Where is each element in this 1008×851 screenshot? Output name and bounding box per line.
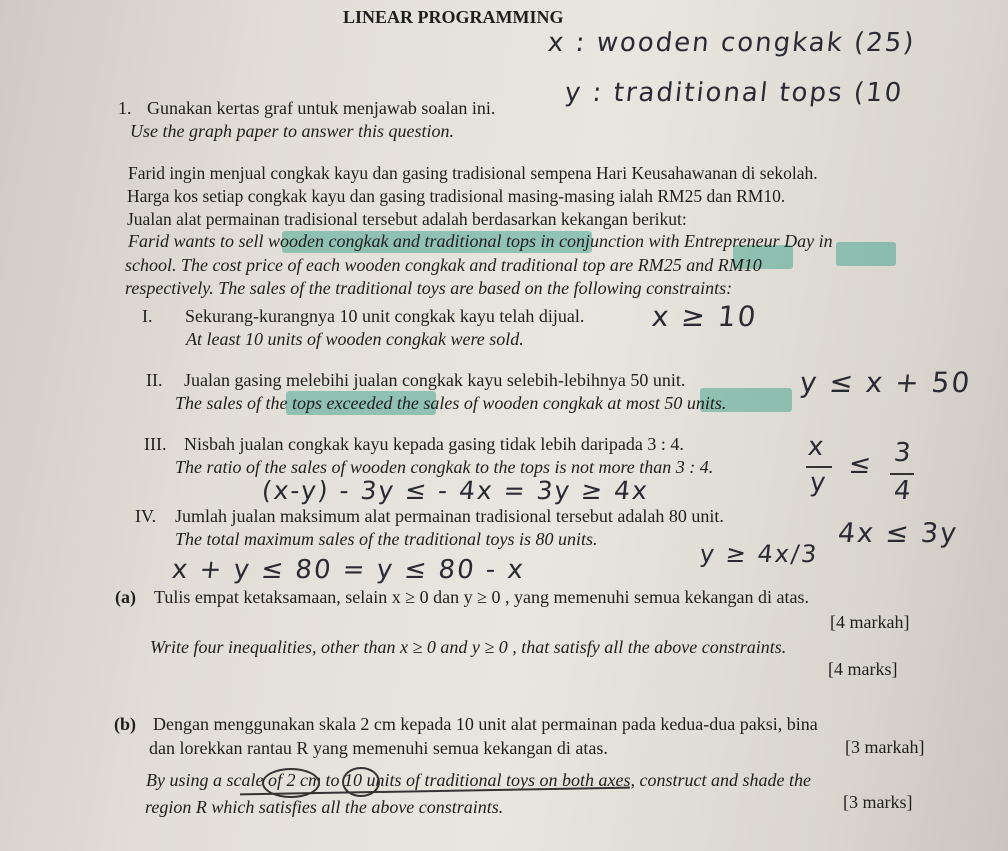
constraint-3-en: The ratio of the sales of wooden congkak to the tops is not more than 3 : 4.: [175, 457, 714, 477]
intro-ms-line-2: Harga kos setiap congkak kayu dan gasing tradisional masing-masing ialah RM25 dan RM10.: [127, 186, 786, 206]
handwritten-constraint-2: y ≤ x + 50: [798, 366, 974, 399]
constraint-1-number: I.: [142, 306, 153, 326]
part-b-ms-line-2: dan lorekkan rantau R yang memenuhi semua kekangan di atas.: [149, 738, 608, 758]
hw-frac-bar-2: [890, 473, 914, 475]
hw-frac-x: x: [806, 432, 827, 462]
instruction-ms: Gunakan kertas graf untuk menjawab soalan ini.: [147, 98, 496, 118]
part-a-label: (a): [115, 587, 136, 607]
part-b-en-line-1: By using a scale of 2 cm to 10 units of traditional toys on both axes, construct and shade the: [146, 770, 811, 790]
part-a-en: Write four inequalities, other than x ≥ 0 and y ≥ 0 , that satisfy all the above constraints.: [150, 637, 787, 657]
constraint-4-en: The total maximum sales of the traditional toys is 80 units.: [175, 529, 598, 549]
part-b-marks-ms: [3 markah]: [845, 737, 925, 757]
constraint-2-number: II.: [146, 370, 163, 390]
part-b-en-line-2: region R which satisfies all the above constraints.: [145, 797, 504, 817]
intro-ms-line-3: Jualan alat permainan tradisional tersebut adalah berdasarkan kekangan berikut:: [127, 209, 687, 229]
hw-frac-3: 3: [892, 438, 915, 468]
handwritten-variable-x: x : wooden congkak (25): [546, 28, 917, 58]
intro-en-line-2: school. The cost price of each wooden congkak and traditional top are RM25 and RM10: [125, 255, 762, 275]
question-number: 1.: [118, 98, 132, 118]
constraint-2-en: The sales of the tops exceeded the sales of wooden congkak at most 50 units.: [175, 393, 727, 413]
handwritten-constraint-1: x ≥ 10: [650, 300, 760, 333]
constraint-3-ms: Nisbah jualan congkak kayu kepada gasing tidak lebih daripada 3 : 4.: [184, 434, 684, 454]
part-b-ms-line-1: Dengan menggunakan skala 2 cm kepada 10 unit alat permainan pada kedua-dua paksi, bina: [153, 714, 818, 734]
handwritten-constraint-3-result: 4x ≤ 3y: [836, 518, 960, 549]
hw-frac-4: 4: [892, 476, 915, 506]
constraint-3-number: III.: [144, 434, 167, 454]
part-a-ms: Tulis empat ketaksamaan, selain x ≥ 0 dan y ≥ 0 , yang memenuhi semua kekangan di atas.: [154, 587, 809, 607]
intro-en-line-1: Farid wants to sell wooden congkak and traditional tops in conjunction with Entrepreneur Day in: [128, 231, 833, 251]
handwritten-constraint-3-y: y ≥ 4x/3: [698, 540, 820, 568]
handwritten-constraint-4-work: x + y ≤ 80 = y ≤ 80 - x: [170, 555, 527, 585]
pen-circle-2cm: [262, 768, 320, 798]
constraint-2-ms: Jualan gasing melebihi jualan congkak kayu selebih-lebihnya 50 unit.: [184, 370, 686, 390]
handwritten-constraint-3-work: (x-y) - 3y ≤ - 4x = 3y ≥ 4x: [260, 476, 651, 505]
constraint-1-ms: Sekurang-kurangnya 10 unit congkak kayu telah dijual.: [185, 306, 585, 326]
page-title: LINEAR PROGRAMMING: [343, 7, 564, 27]
constraint-4-number: IV.: [135, 506, 157, 526]
part-a-marks-ms: [4 markah]: [830, 612, 910, 632]
hw-frac-le: ≤: [847, 450, 875, 480]
intro-en-line-3: respectively. The sales of the traditional toys are based on the following constraints:: [125, 278, 733, 298]
intro-ms-line-1: Farid ingin menjual congkak kayu dan gasing tradisional sempena Hari Keusahawanan di sekolah.: [128, 163, 818, 183]
highlight-rm10: [836, 242, 896, 266]
pen-circle-10: [342, 767, 380, 797]
part-a-marks-en: [4 marks]: [828, 659, 898, 679]
constraint-4-ms: Jumlah jualan maksimum alat permainan tradisional tersebut adalah 80 unit.: [175, 506, 724, 526]
part-b-label: (b): [114, 714, 136, 734]
hw-frac-y: y: [808, 468, 829, 498]
constraint-1-en: At least 10 units of wooden congkak were sold.: [186, 329, 524, 349]
handwritten-variable-y: y : traditional tops (10: [563, 78, 905, 108]
instruction-en: Use the graph paper to answer this question.: [130, 121, 454, 141]
part-b-marks-en: [3 marks]: [843, 792, 913, 812]
